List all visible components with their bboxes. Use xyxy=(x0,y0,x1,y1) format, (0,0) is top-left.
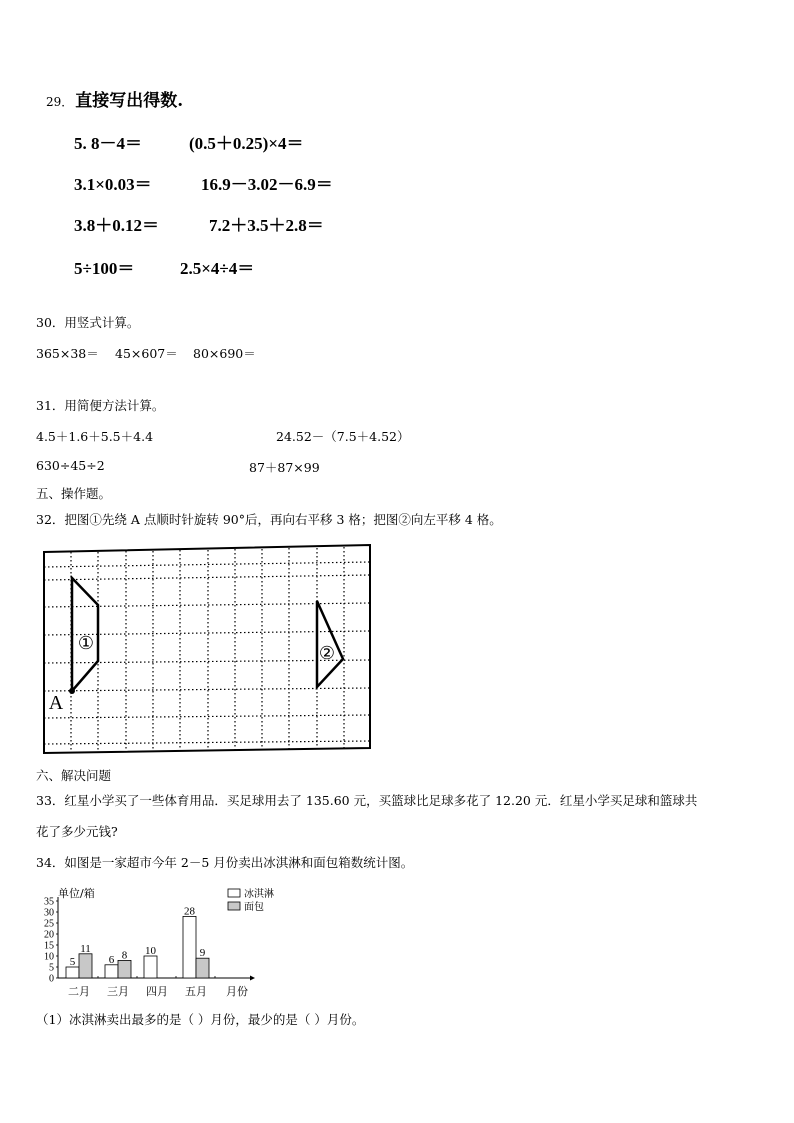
q29-item-6: 7.2＋3.5＋2.8＝ xyxy=(209,216,324,235)
chart-y-tick-label: 35 xyxy=(44,896,54,908)
q34-bar-chart xyxy=(36,884,274,998)
chart-x-tick-label: 二月 xyxy=(68,985,90,998)
chart-y-tick-label: 0 xyxy=(49,973,54,985)
section-6-title: 六、解决问题 xyxy=(36,768,112,783)
chart-x-axis-label: 月份 xyxy=(226,985,248,998)
legend-swatch-bread xyxy=(228,902,240,910)
chart-bar-icecream xyxy=(66,967,79,978)
q33-text-line-2: 花了多少元钱? xyxy=(36,824,118,839)
chart-data-label: 8 xyxy=(121,949,128,962)
chart-bar-bread xyxy=(79,954,92,978)
shape-2-label: ② xyxy=(318,643,336,664)
legend-label-bread: 面包 xyxy=(244,902,264,913)
chart-data-label: 10 xyxy=(145,945,156,957)
chart-legend xyxy=(228,887,274,913)
q31-item-3: 630÷45÷2 xyxy=(36,458,105,473)
q30-item-1: 365×38＝ xyxy=(36,346,99,361)
q33-text-line-1: 33．红星小学买了一些体育用品．买足球用去了 135.60 元，买篮球比足球多花了 12.20 元．红星小学买足球和篮球共 xyxy=(36,793,698,808)
chart-data-label: 28 xyxy=(184,905,195,918)
point-a-label: A xyxy=(48,692,64,714)
q29-title: 直接写出得数. xyxy=(75,91,184,111)
chart-data-label: 11 xyxy=(80,942,91,955)
q31-item-4: 87＋87×99 xyxy=(249,460,320,475)
chart-y-tick-label: 30 xyxy=(44,907,54,919)
chart-x-tick-label: 五月 xyxy=(185,985,207,998)
chart-y-tick-label: 25 xyxy=(44,918,54,930)
q29-item-4: 16.9－3.02－6.9＝ xyxy=(201,175,333,194)
q29-item-3: 3.1×0.03＝ xyxy=(74,175,152,194)
q30-item-3: 80×690＝ xyxy=(193,346,256,361)
chart-x-axis-arrow xyxy=(250,976,255,981)
chart-bar-bread xyxy=(118,960,131,978)
chart-data-label: 9 xyxy=(199,947,206,960)
chart-y-tick-label: 5 xyxy=(49,962,54,974)
q29-item-2: (0.5＋0.25)×4＝ xyxy=(189,134,304,153)
q30-title: 30．用竖式计算。 xyxy=(36,315,140,330)
chart-data-label: 6 xyxy=(108,953,115,966)
chart-bar-icecream xyxy=(183,916,196,978)
chart-x-tick-label: 四月 xyxy=(146,985,168,998)
q31-title: 31．用简便方法计算。 xyxy=(36,398,165,413)
q31-item-1: 4.5＋1.6＋5.5＋4.4 xyxy=(36,429,154,444)
q29-item-1: 5. 8－4＝ xyxy=(74,134,142,153)
q30-item-2: 45×607＝ xyxy=(115,346,178,361)
chart-bar-icecream xyxy=(105,965,118,978)
q34-text: 34．如图是一家超市今年 2－5 月份卖出冰淇淋和面包箱数统计图。 xyxy=(36,855,414,870)
chart-bar-bread xyxy=(196,958,209,978)
chart-y-tick-label: 20 xyxy=(44,929,54,941)
q34-subquestion-1: （1）冰淇淋卖出最多的是（ ）月份，最少的是（ ）月份。 xyxy=(36,1012,365,1027)
q29-number: 29． xyxy=(46,95,74,109)
q29-item-8: 2.5×4÷4＝ xyxy=(180,259,255,278)
q32-grid-figure xyxy=(40,543,374,755)
section-5-title: 五、操作题。 xyxy=(36,486,112,501)
chart-y-tick-label: 10 xyxy=(44,951,54,963)
chart-data-label: 5 xyxy=(69,956,76,968)
legend-swatch-icecream xyxy=(228,889,240,897)
q29-item-7: 5÷100＝ xyxy=(74,259,135,278)
q29-item-5: 3.8＋0.12＝ xyxy=(74,216,159,235)
legend-label-icecream: 冰淇淋 xyxy=(244,889,274,900)
chart-x-tick-label: 三月 xyxy=(107,985,129,998)
chart-bar-icecream xyxy=(144,956,157,978)
chart-y-tick-label: 15 xyxy=(44,940,54,952)
point-a-dot xyxy=(69,688,75,694)
shape-1-label: ① xyxy=(77,633,95,654)
q29-heading xyxy=(46,86,183,111)
chart-y-axis-label: 单位/箱 xyxy=(58,887,95,900)
q32-text: 32．把图①先绕 A 点顺时针旋转 90°后，再向右平移 3 格；把图②向左平移 4 格。 xyxy=(36,512,502,527)
q31-item-2: 24.52－（7.5＋4.52） xyxy=(276,429,410,444)
